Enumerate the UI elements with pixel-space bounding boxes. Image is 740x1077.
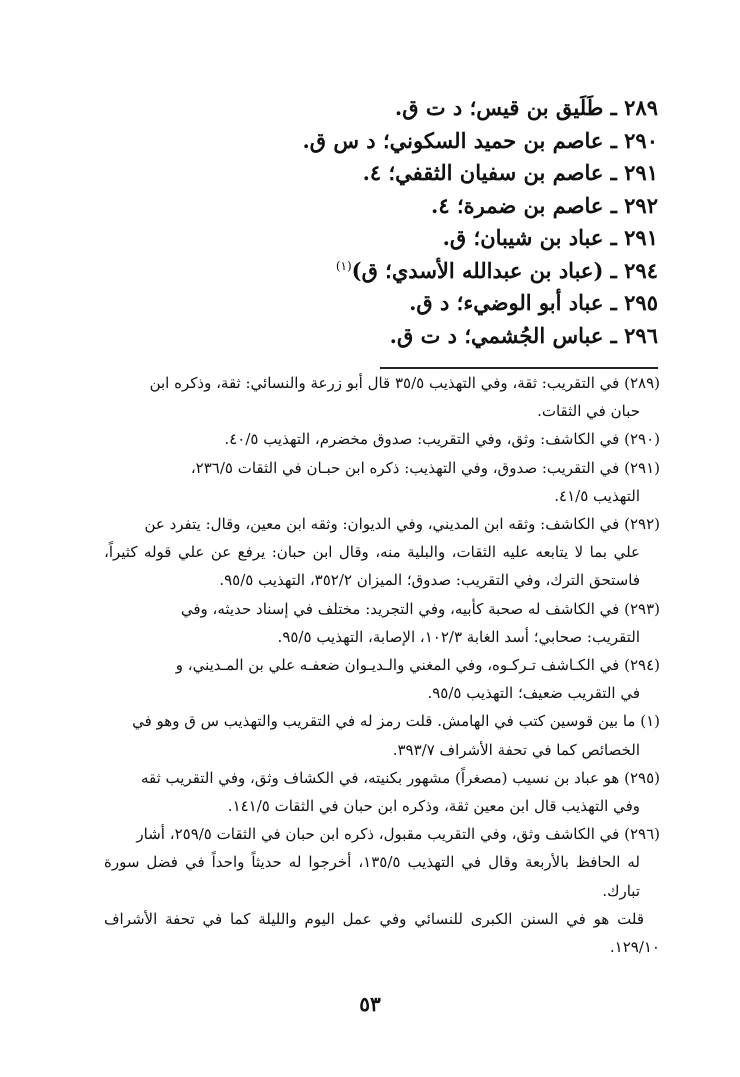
footnote-continuation: حبان في الثقات. [537,402,640,421]
footnote-first-line: (٢٩١) في التقريب: صدوق، وفي التهذيب: ذكره ابن حبـان في الثقات ٢٣٦/٥، [190,458,660,477]
narrator-entry: ٢٩٢ ـ عاصم بن ضمرة؛ ٤. [431,192,658,218]
footnote [104,764,660,820]
footnote-first-line: (٢٩٢) في الكاشف: وثقه ابن المديني، وفي الديوان: وثقه ابن معين، وقال: يتفرد عن [144,515,660,534]
footnote [104,425,660,453]
footnote-first-line: (٢٩٣) في الكاشف له صحبة كأبيه، وفي التجريد: مختلف في إسناد حديثه، وفي [180,599,660,618]
footnote-first-line: (٢٩٥) هو عباد بن نسيب (مصغراً) مشهور بكنيته، في الكشاف وثق، وفي التقريب ثقه [140,768,660,787]
narrator-entry: ٢٩١ ـ عباد بن شيبان؛ ق. [442,225,658,250]
footnote [104,707,660,763]
footnote-first-line: (١) ما بين قوسين كتب في الهامش. قلت رمز له في التقريب والتهذيب س ق وهو في [132,712,660,731]
footnote-continuation: التهذيب ٤١/٥. [554,486,640,505]
footnote-continuation: في التقريب ضعيف؛ التهذيب ٩٥/٥. [427,684,640,703]
footnote-continuation: التقريب: صحابي؛ أسد الغابة ١٠٢/٣، الإصابة، التهذيب ٩٥/٥. [277,627,640,646]
footnote [104,369,660,425]
footnote-first-line: (٢٩٠) في الكاشف: وثق، وفي التقريب: صدوق مخضرم، التهذيب ٤٠/٥. [224,430,660,449]
footnote-continuation: الخصائص كما في تحفة الأشراف ٣٩٣/٧. [392,740,640,759]
footnote [104,820,660,905]
narrator-entry: ٢٩٥ ـ عباد أبو الوضيء؛ د ق. [409,290,658,315]
footnote [104,510,660,595]
narrator-entry: ٢٨٩ ـ طَلَيق بن قيس؛ د ت ق. [394,95,658,120]
footnote-mark: (١) [335,258,352,273]
narrator-entry: ٢٩٠ ـ عاصم بن حميد السكوني؛ د س ق. [302,127,658,153]
narrator-entry-with-footnote [110,255,658,288]
footnote-first-line: (٢٩٤) في الكـاشف تـركـوه، وفي المغني والـديـوان ضعفـه علي بن المـديني، و [175,656,660,675]
narrator-entry: ٢٩٦ ـ عباس الجُشمي؛ د ت ق. [389,322,658,348]
footnote [104,595,660,651]
footnote-continuation: علي بما لا يتابعه عليه الثقات، والبلية منه، وقال ابن حبان: يرفع عن علي قوله كثيراً، فاستحق الترك، وفي التقريب: صدوق؛ الميزان ٣٥٢/٢، التهذيب ٩٥/٥. [104,543,640,590]
narrator-list [110,92,658,352]
footnote-continuation: وفي التهذيب قال ابن معين ثقة، وذكره ابن حبان في الثقات ١٤١/٥. [227,797,640,816]
closing-paragraph: قلت هو في السنن الكبرى للنسائي وفي عمل اليوم والليلة كما في تحفة الأشراف ١٢٩/١٠. [104,909,660,957]
footnote-first-line: (٢٩٦) في الكاشف وثق، وفي التقريب مقبول، ذكره ابن حبان في الثقات ٢٥٩/٥، أشار [136,825,660,844]
footnote [104,651,660,707]
narrator-entry: ٢٩١ ـ عاصم بن سفيان الثقفي؛ ٤. [362,160,658,185]
footnotes [104,369,660,961]
page-number: ٥٣ [359,992,381,1016]
footnote-first-line: (٢٨٩) في التقريب: ثقة، وفي التهذيب ٣٥/٥ قال أبو زرعة والنسائي: ثقة، وذكره ابن [149,374,660,392]
footnote [104,454,660,510]
footnote-continuation: له الحافظ بالأربعة وقال في التهذيب ١٣٥/٥، أخرجوا له حديثاً واحداً في فضل سورة تبارك. [104,853,640,900]
narrator-entry-text: ٢٩٤ ـ (عباد بن عبدالله الأسدي؛ ق) [351,257,658,283]
